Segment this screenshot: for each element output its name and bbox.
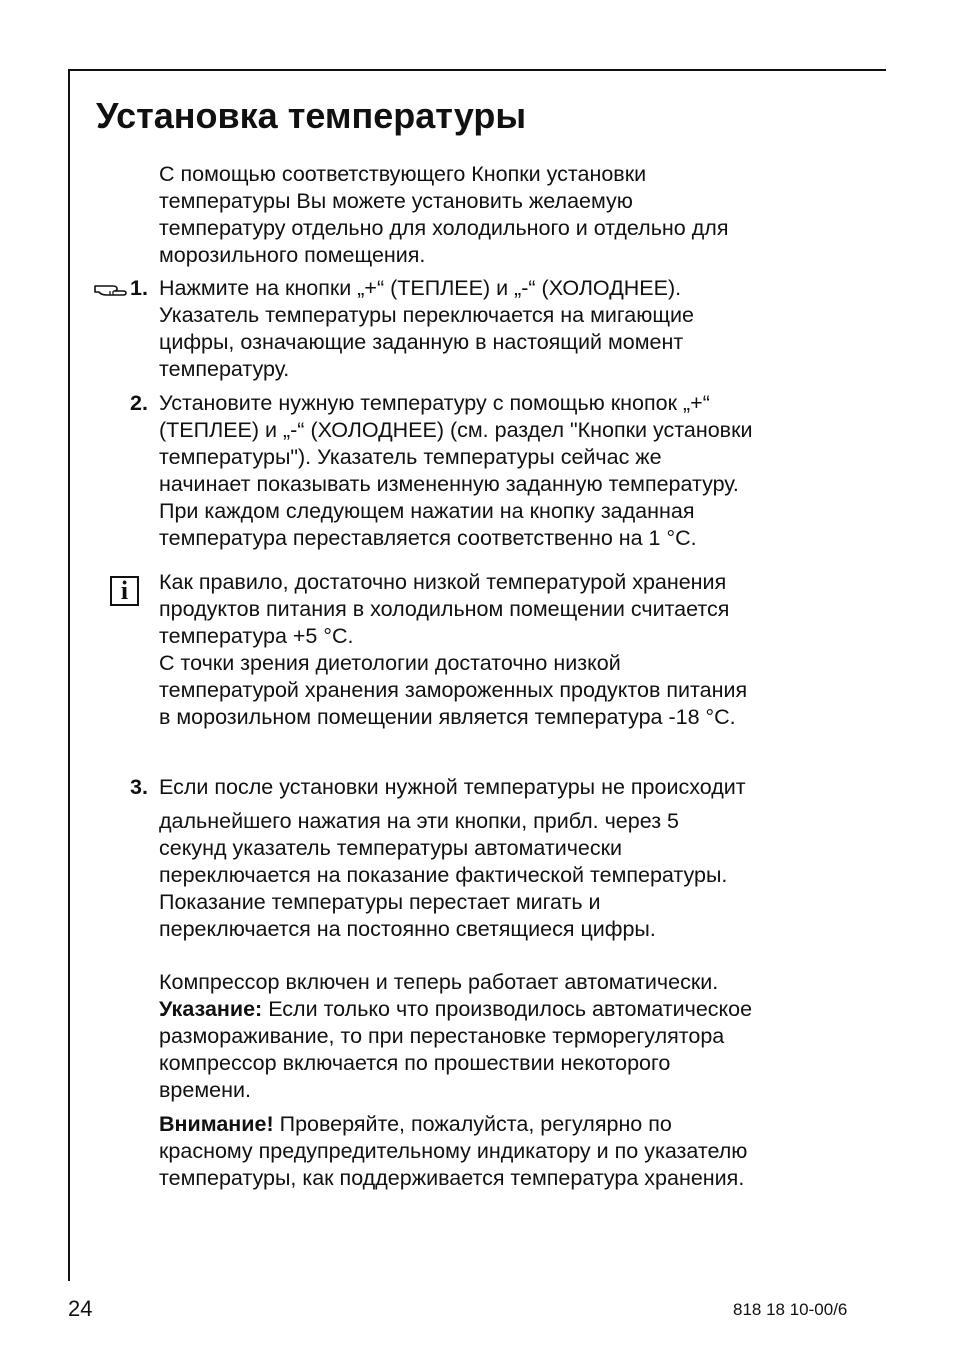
step-3-number: 3. bbox=[130, 775, 148, 799]
attention-label: Внимание! bbox=[159, 1112, 274, 1136]
attention-paragraph bbox=[159, 1111, 879, 1192]
page-number: 24 bbox=[68, 1296, 93, 1321]
pointing-hand-icon bbox=[93, 280, 129, 300]
frame-left-rule bbox=[68, 69, 70, 1281]
step-2-text: Установите нужную температуру с помощью кнопок „+“ (ТЕПЛЕЕ) и „-“ (ХОЛОДНЕЕ) (см. раздел "Кнопки установки температуры"). Указатель температуры сейчас же начинает показывать измененную заданную температуру. При каждом следующем нажатии на кнопку заданная температура переставляется соответственно на 1 °С. bbox=[159, 391, 753, 550]
step-1-text: Нажмите на кнопки „+“ (ТЕПЛЕЕ) и „-“ (ХОЛОДНЕЕ). Указатель температуры переключается на мигающие цифры, означающие заданную в настоящий момент температуру. bbox=[159, 276, 695, 381]
step-3-text: дальнейшего нажатия на эти кнопки, прибл. через 5 секунд указатель температуры автоматически переключается на показание фактической температуры. Показание температуры перестает мигать и переключается на постоянно светящиеся цифры. bbox=[159, 809, 728, 941]
step-2-number: 2. bbox=[130, 391, 148, 415]
intro-paragraph: С помощью соответствующего Кнопки установки температуры Вы можете установить желаемую температуру отдельно для холодильного и отдельно для морозильного помещения. bbox=[159, 162, 729, 267]
info-note: Как правило, достаточно низкой температурой хранения продуктов питания в холодильном помещении считается температура +5 °С. С точки зрения диетологии достаточно низкой температурой хранения замороженных продуктов питания в морозильном помещении является температура -18 °С. bbox=[159, 570, 748, 729]
attention-text: Проверяйте, пожалуйста, регулярно по красному предупредительному индикатору и по указателю температуры, как поддерживается температура хранения. bbox=[159, 1112, 748, 1190]
hint-text: Если только что производилось автоматическое размораживание, то при перестановке терморегулятора компрессор включается по прошествии некоторого времени. bbox=[159, 997, 753, 1102]
hint-label: Указание: bbox=[159, 997, 263, 1021]
frame-top-rule bbox=[68, 69, 886, 71]
page-title: Установка температуры bbox=[96, 95, 527, 136]
doc-code: 818 18 10-00/6 bbox=[733, 1300, 848, 1319]
step-1-number: 1. bbox=[130, 276, 148, 300]
info-icon: i bbox=[110, 576, 139, 606]
compressor-text: Компрессор включен и теперь работает автоматически. bbox=[159, 970, 719, 994]
step-3-first-line: Если после установки нужной температуры не происходит bbox=[159, 775, 746, 799]
hint-paragraph bbox=[159, 996, 879, 1104]
